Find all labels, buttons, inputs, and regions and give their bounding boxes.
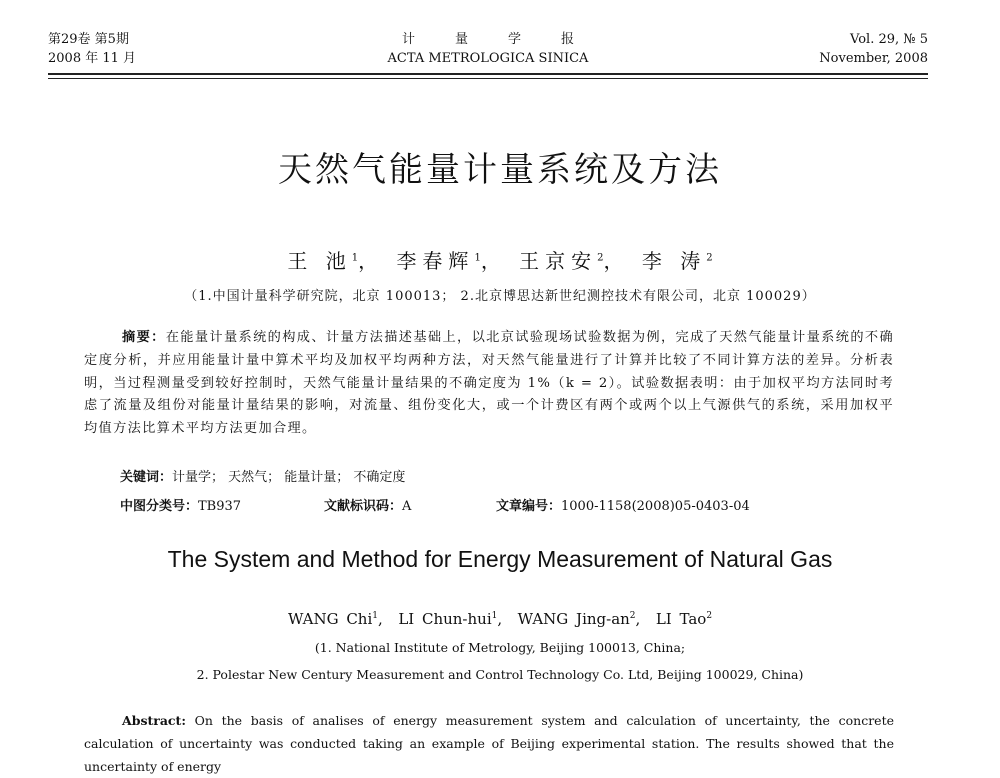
author-cn: 李春辉 (396, 249, 475, 273)
keywords-text: 计量学； 天然气； 能量计量； 不确定度 (172, 470, 406, 485)
volume-issue: 第29卷 第5期 (48, 32, 129, 47)
journal-name-en: ACTA METROLOGICA SINICA (387, 51, 589, 66)
issue-date: 2008 年 11 月 (48, 51, 137, 66)
abstract-en (84, 709, 894, 778)
abstract-en-text: On the basis of analises of energy measurement system and calculation of uncertainty, the concrete calculation of uncertainty was conducted taking an example of Beijing experimental station. The results showed that the uncertainty of energy (84, 713, 894, 774)
author-cn: 王京安 (519, 249, 598, 273)
volume-issue-en: Vol. 29, № 5 (850, 32, 928, 47)
affiliation-cn: （1.中国计量科学研究院，北京 100013； 2.北京博思达新世纪测控技术有限公司，北京 100029） (184, 289, 816, 304)
abstract-cn-label: 摘要： (122, 330, 166, 345)
affiliation-en-1: (1. National Institute of Metrology, Beijing 100013, China; (314, 640, 686, 655)
issue-date-en: November, 2008 (819, 51, 928, 66)
authors-en: WANG Chi$^1$, LI Chun-hui$^1$, WANG Jing-$an^2$, LI Tao$^2$ (287, 610, 713, 628)
journal-name-cn: 计量学报 (401, 32, 614, 47)
affiliation-en-2: 2. Polestar New Century Measurement and Control Technology Co. Ltd, Beijing 100029, China) (196, 667, 804, 682)
paper-title-en: The System and Method for Energy Measurement of Natural Gas (167, 546, 833, 572)
running-header (48, 30, 928, 70)
clc-number: 中图分类号：TB937 (120, 499, 242, 514)
document-code: 文献标识码：A (324, 499, 412, 514)
header-rule-thin (48, 78, 928, 79)
author-en: LI Tao (655, 610, 707, 628)
header-rule-thick (48, 73, 928, 75)
keywords-label: 关键词： (120, 470, 173, 485)
author-en: WANG Jing-an (517, 610, 630, 628)
author-en: LI Chun-hui (398, 610, 492, 628)
abstract-cn-text: 在能量计量系统的构成、计量方法描述基础上，以北京试验现场试验数据为例，完成了天然气能量计量系统的不确定度分析，并应用能量计量中算术平均及加权平均两种方法，对天然气能量进行了计算并比较了不同计算方法的差异。分析表明，当过程测量受到较好控制时，天然气能量计量结果的不确定度为 1%（k = 2）。试验数据表明：由于加权平均方法同时考虑了流量及组份对能量计量结果的影响，对流量、组份变化大，或一个计费区有两个或两个以上气源供气的系统，采用加权平均值方法比算术平均方法更加合理。 (84, 330, 894, 437)
authors-cn: 王 池$^1$， 李春辉$^1$， 王京安$^2$， 李 涛$^2$ (287, 249, 713, 273)
abstract-en-label: Abstract: (122, 713, 186, 728)
author-en: WANG Chi (287, 610, 373, 628)
author-cn: 王 池 (287, 249, 352, 273)
author-cn: 李 涛 (641, 249, 707, 273)
issue-info-en (819, 30, 928, 68)
paper-title-cn: 天然气能量计量系统及方法 (278, 150, 722, 190)
abstract-cn (84, 327, 894, 441)
keywords (120, 466, 405, 485)
journal-name (48, 30, 928, 68)
article-number: 文章编号：1000-1158(2008)05-0403-04 (496, 499, 750, 514)
